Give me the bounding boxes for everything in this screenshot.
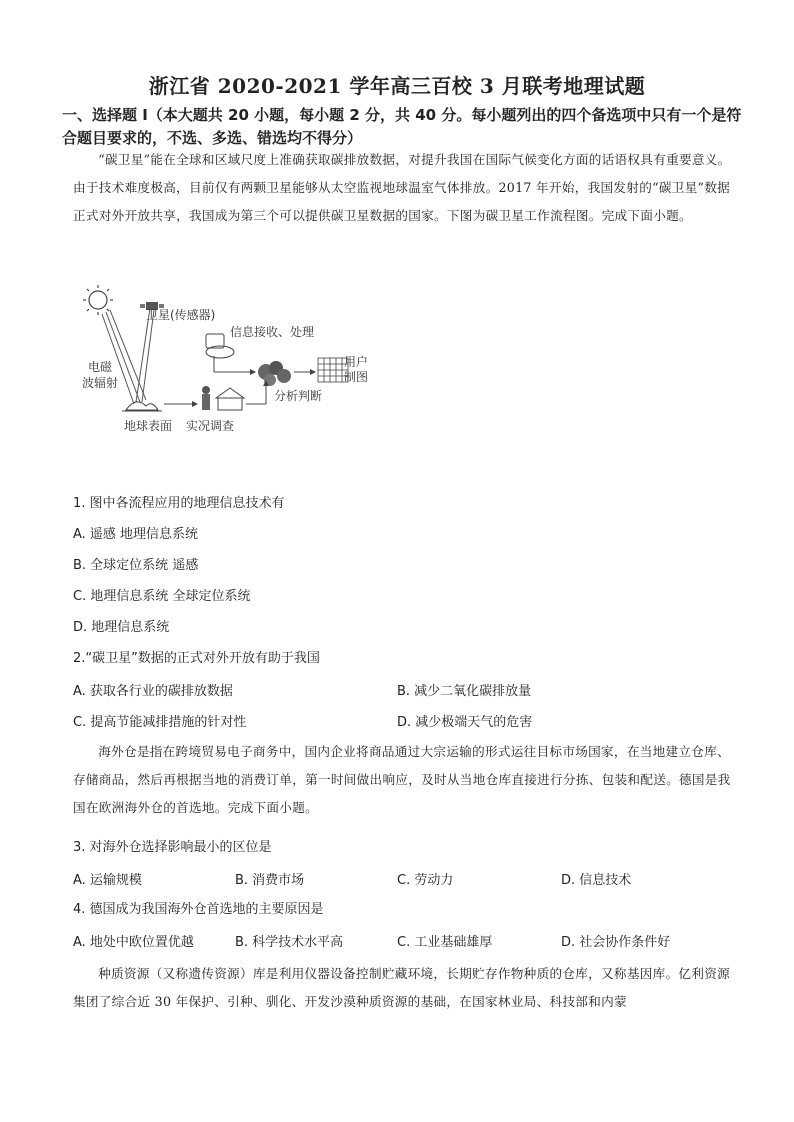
question-4-option-b: B. 科学技术水平高 (235, 935, 344, 950)
question-3-option-a: A. 运输规模 (73, 873, 142, 888)
question-1-option-c: C. 地理信息系统 全球定位系统 (73, 589, 251, 604)
question-3-options-row (73, 869, 753, 889)
question-4-stem: 4. 德国成为我国海外仓首选地的主要原因是 (73, 902, 324, 917)
diagram-label-surface: 地球表面 (124, 419, 173, 433)
diagram-label-mapping: 制图 (343, 370, 368, 384)
question-2-options-row-1 (73, 680, 753, 700)
diagram-label-em-2: 波辐射 (82, 376, 119, 390)
question-4-option-a: A. 地处中欧位置优越 (73, 935, 194, 950)
question-2-option-d: D. 减少极端天气的危害 (397, 715, 533, 730)
question-3-option-b: B. 消费市场 (235, 873, 305, 888)
earth-surface-icon (122, 402, 162, 411)
diagram-label-receive: 信息接收、处理 (230, 325, 315, 339)
question-2-options-row-2 (73, 711, 753, 731)
sun-icon (83, 285, 113, 315)
question-2-option-c: C. 提高节能减排措施的针对性 (73, 715, 247, 730)
question-1-stem: 1. 图中各流程应用的地理信息技术有 (73, 496, 285, 511)
question-2-option-b: B. 减少二氧化碳排放量 (397, 684, 532, 699)
diagram-label-satellite: 卫星(传感器) (146, 308, 216, 322)
diagram-label-analysis: 分析判断 (274, 389, 323, 403)
question-3-option-c: C. 劳动力 (397, 873, 454, 888)
passage-carbon-satellite: “碳卫星”能在全球和区域尺度上准确获取碳排放数据，对提升我国在国际气候变化方面的话语权具有重要意义。由于技术难度极高，目前仅有两颗卫星能够从太空监视地球温室气体排放。2017 年开始，我国发射的“碳卫星”数据正式对外开放共享，我国成为第三个可以提供碳卫星数据的国家。下图为碳卫星工作流程图。完成下面小题。 (73, 152, 731, 223)
field-survey-icon (202, 386, 244, 410)
question-3-stem: 3. 对海外仓选择影响最小的区位是 (73, 840, 272, 855)
diagram-label-user: 用户 (343, 355, 368, 369)
passage-germplasm-bank: 种质资源（又称遗传资源）库是利用仪器设备控制贮藏环境，长期贮存作物种质的仓库，又称基因库。亿利资源集团了综合近 30 年保护、引种、驯化、开发沙漠种质资源的基础，在国家林业局、科技部和内蒙 (73, 966, 730, 1009)
question-2-option-a: A. 获取各行业的碳排放数据 (73, 684, 233, 699)
question-4-option-c: C. 工业基础雄厚 (397, 935, 493, 950)
diagram-label-survey: 实况调查 (186, 419, 235, 433)
page-title: 浙江省 2020-2021 学年高三百校 3 月联考地理试题 (148, 74, 646, 98)
question-4-options-row (73, 931, 753, 951)
question-1-option-d: D. 地理信息系统 (73, 620, 170, 635)
carbon-satellite-workflow-diagram (70, 284, 370, 444)
passage-overseas-warehouse: 海外仓是指在跨境贸易电子商务中，国内企业将商品通过大宗运输的形式运往目标市场国家，在当地建立仓库、存储商品，然后再根据当地的消费订单，第一时间做出响应，及时从当地仓库直接进行分拣、包装和配送。德国是我国在欧洲海外仓的首选地。完成下面小题。 (73, 744, 731, 815)
question-1-option-b: B. 全球定位系统 遥感 (73, 558, 199, 573)
question-3-option-d: D. 信息技术 (561, 873, 632, 888)
section-heading: 一、选择题 I（本大题共 20 小题，每小题 2 分，共 40 分。每小题列出的四个备选项中只有一个是符合题目要求的，不选、多选、错选均不得分） (62, 106, 742, 147)
diagram-label-em-1: 电磁 (88, 360, 113, 374)
question-1-option-a: A. 遥感 地理信息系统 (73, 527, 199, 542)
question-4-option-d: D. 社会协作条件好 (561, 935, 671, 950)
question-2-stem: 2.“碳卫星”数据的正式对外开放有助于我国 (73, 651, 320, 666)
processing-cluster-icon (258, 361, 291, 386)
